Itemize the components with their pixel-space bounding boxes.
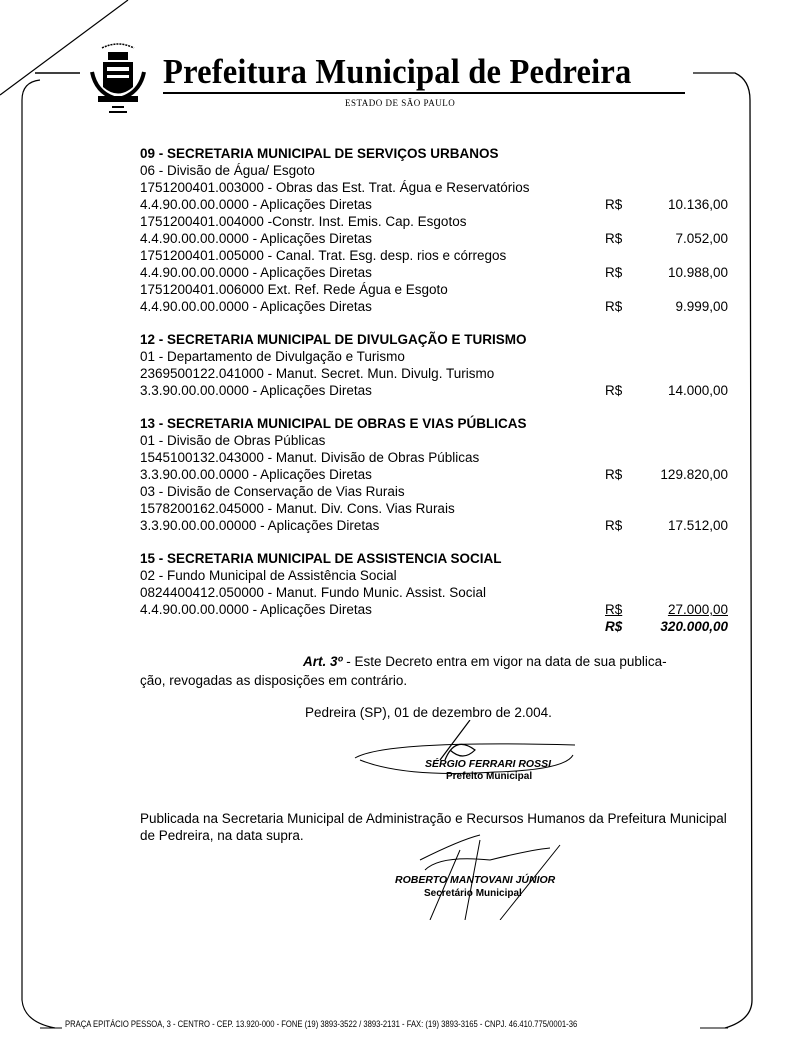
amount: 17.512,00 [667, 518, 728, 533]
currency-symbol: R$ [605, 265, 623, 280]
currency-symbol: R$ [605, 518, 623, 533]
budget-line [140, 466, 730, 483]
line-text: 1751200401.006000 Ext. Ref. Rede Água e Esgoto [140, 282, 448, 297]
budget-line [140, 213, 730, 230]
budget-line [140, 567, 730, 584]
footer-address: PRAÇA EPITÁCIO PESSOA, 3 - CENTRO - CEP. 13.920-000 - FONE (19) 3893-3522 / 3893-2131 - FAX: (19) 3893-3165 - CNPJ. 46.410.775/0001-36 [65, 1019, 578, 1029]
budget-line [140, 601, 730, 618]
amount: 27.000,00 [667, 602, 728, 617]
line-text: 4.4.90.00.00.0000 - Aplicações Diretas [140, 265, 372, 280]
amount: 14.000,00 [667, 383, 728, 398]
budget-line [140, 196, 730, 213]
title-underline [163, 92, 685, 94]
line-text: 2369500122.041000 - Manut. Secret. Mun. Divulg. Turismo [140, 366, 495, 381]
budget-line [140, 483, 730, 500]
signatory-1-role: Prefeito Municipal [446, 771, 533, 782]
budget-line [140, 500, 730, 517]
budget-line [140, 230, 730, 247]
amount: 10.988,00 [667, 265, 728, 280]
budget-line [140, 298, 730, 315]
budget-line [140, 264, 730, 281]
amount: 129.820,00 [660, 467, 728, 482]
line-text: 4.4.90.00.00.0000 - Aplicações Diretas [140, 231, 372, 246]
section-heading: 12 - SECRETARIA MUNICIPAL DE DIVULGAÇÃO E TURISMO [140, 332, 527, 347]
line-text: 1751200401.005000 - Canal. Trat. Esg. desp. rios e córregos [140, 248, 507, 263]
budget-line [140, 281, 730, 298]
signatory-1-name: SÉRGIO FERRARI ROSSI [425, 758, 552, 770]
line-text: 0824400412.050000 - Manut. Fundo Munic. Assist. Social [140, 585, 486, 600]
budget-line [140, 584, 730, 601]
currency-symbol: R$ [605, 231, 623, 246]
currency-symbol: R$ [605, 602, 623, 617]
section-heading: 13 - SECRETARIA MUNICIPAL DE OBRAS E VIAS PÚBLICAS [140, 416, 527, 431]
article-text-2: ção, revogadas as disposições em contrário. [140, 673, 408, 688]
line-text: 02 - Fundo Municipal de Assistência Social [140, 568, 397, 583]
budget-section [140, 145, 730, 315]
budget-line [140, 449, 730, 466]
line-text: 1751200401.003000 - Obras das Est. Trat. Água e Reservatórios [140, 180, 530, 195]
amount: 10.136,00 [667, 197, 728, 212]
page-title: Prefeitura Municipal de Pedreira [163, 52, 632, 91]
budget-line [140, 162, 730, 179]
budget-line [140, 517, 730, 534]
budget-line [140, 432, 730, 449]
budget-section [140, 415, 730, 534]
total-currency: R$ [605, 619, 623, 634]
line-text: 01 - Departamento de Divulgação e Turismo [140, 349, 405, 364]
subtitle: ESTADO DE SÃO PAULO [345, 98, 456, 108]
line-text: 3.3.90.00.00.00000 - Aplicações Diretas [140, 518, 380, 533]
currency-symbol: R$ [605, 383, 623, 398]
budget-line [140, 348, 730, 365]
line-text: 06 - Divisão de Água/ Esgoto [140, 163, 315, 178]
budget-line [140, 179, 730, 196]
line-text: 3.3.90.00.00.0000 - Aplicações Diretas [140, 383, 372, 398]
total-amount: 320.000,00 [660, 619, 728, 634]
total-row [140, 618, 730, 635]
section-heading: 09 - SECRETARIA MUNICIPAL DE SERVIÇOS URBANOS [140, 146, 499, 161]
currency-symbol: R$ [605, 197, 623, 212]
line-text: 01 - Divisão de Obras Públicas [140, 433, 326, 448]
line-text: 4.4.90.00.00.0000 - Aplicações Diretas [140, 299, 372, 314]
crest-logo [88, 42, 148, 118]
currency-symbol: R$ [605, 299, 623, 314]
line-text: 1751200401.004000 -Constr. Inst. Emis. Cap. Esgotos [140, 214, 467, 229]
budget-section [140, 331, 730, 399]
line-text: 4.4.90.00.00.0000 - Aplicações Diretas [140, 602, 372, 617]
line-text: 1545100132.043000 - Manut. Divisão de Obras Públicas [140, 450, 480, 465]
line-text: 3.3.90.00.00.0000 - Aplicações Diretas [140, 467, 372, 482]
currency-symbol: R$ [605, 467, 623, 482]
amount: 7.052,00 [675, 231, 728, 246]
date-line: Pedreira (SP), 01 de dezembro de 2.004. [305, 705, 552, 720]
budget-body [140, 145, 730, 651]
publication-note: Publicada na Secretaria Municipal de Administração e Recursos Humanos da Prefeitura Municipal de Pedreira, na data supra. [140, 811, 727, 843]
article-label: Art. 3º [303, 654, 343, 669]
budget-line [140, 382, 730, 399]
signatory-2-role: Secretário Municipal [424, 888, 522, 899]
section-heading: 15 - SECRETARIA MUNICIPAL DE ASSISTENCIA SOCIAL [140, 551, 502, 566]
budget-line [140, 247, 730, 264]
article-text-1: - Este Decreto entra em vigor na data de sua publica- [342, 654, 667, 669]
line-text: 03 - Divisão de Conservação de Vias Rurais [140, 484, 405, 499]
budget-section [140, 550, 730, 635]
line-text: 4.4.90.00.00.0000 - Aplicações Diretas [140, 197, 372, 212]
line-text: 1578200162.045000 - Manut. Div. Cons. Vias Rurais [140, 501, 455, 516]
signatory-2-name: ROBERTO MANTOVANI JÚNIOR [395, 874, 556, 886]
amount: 9.999,00 [675, 299, 728, 314]
budget-line [140, 365, 730, 382]
article-3 [140, 652, 730, 690]
